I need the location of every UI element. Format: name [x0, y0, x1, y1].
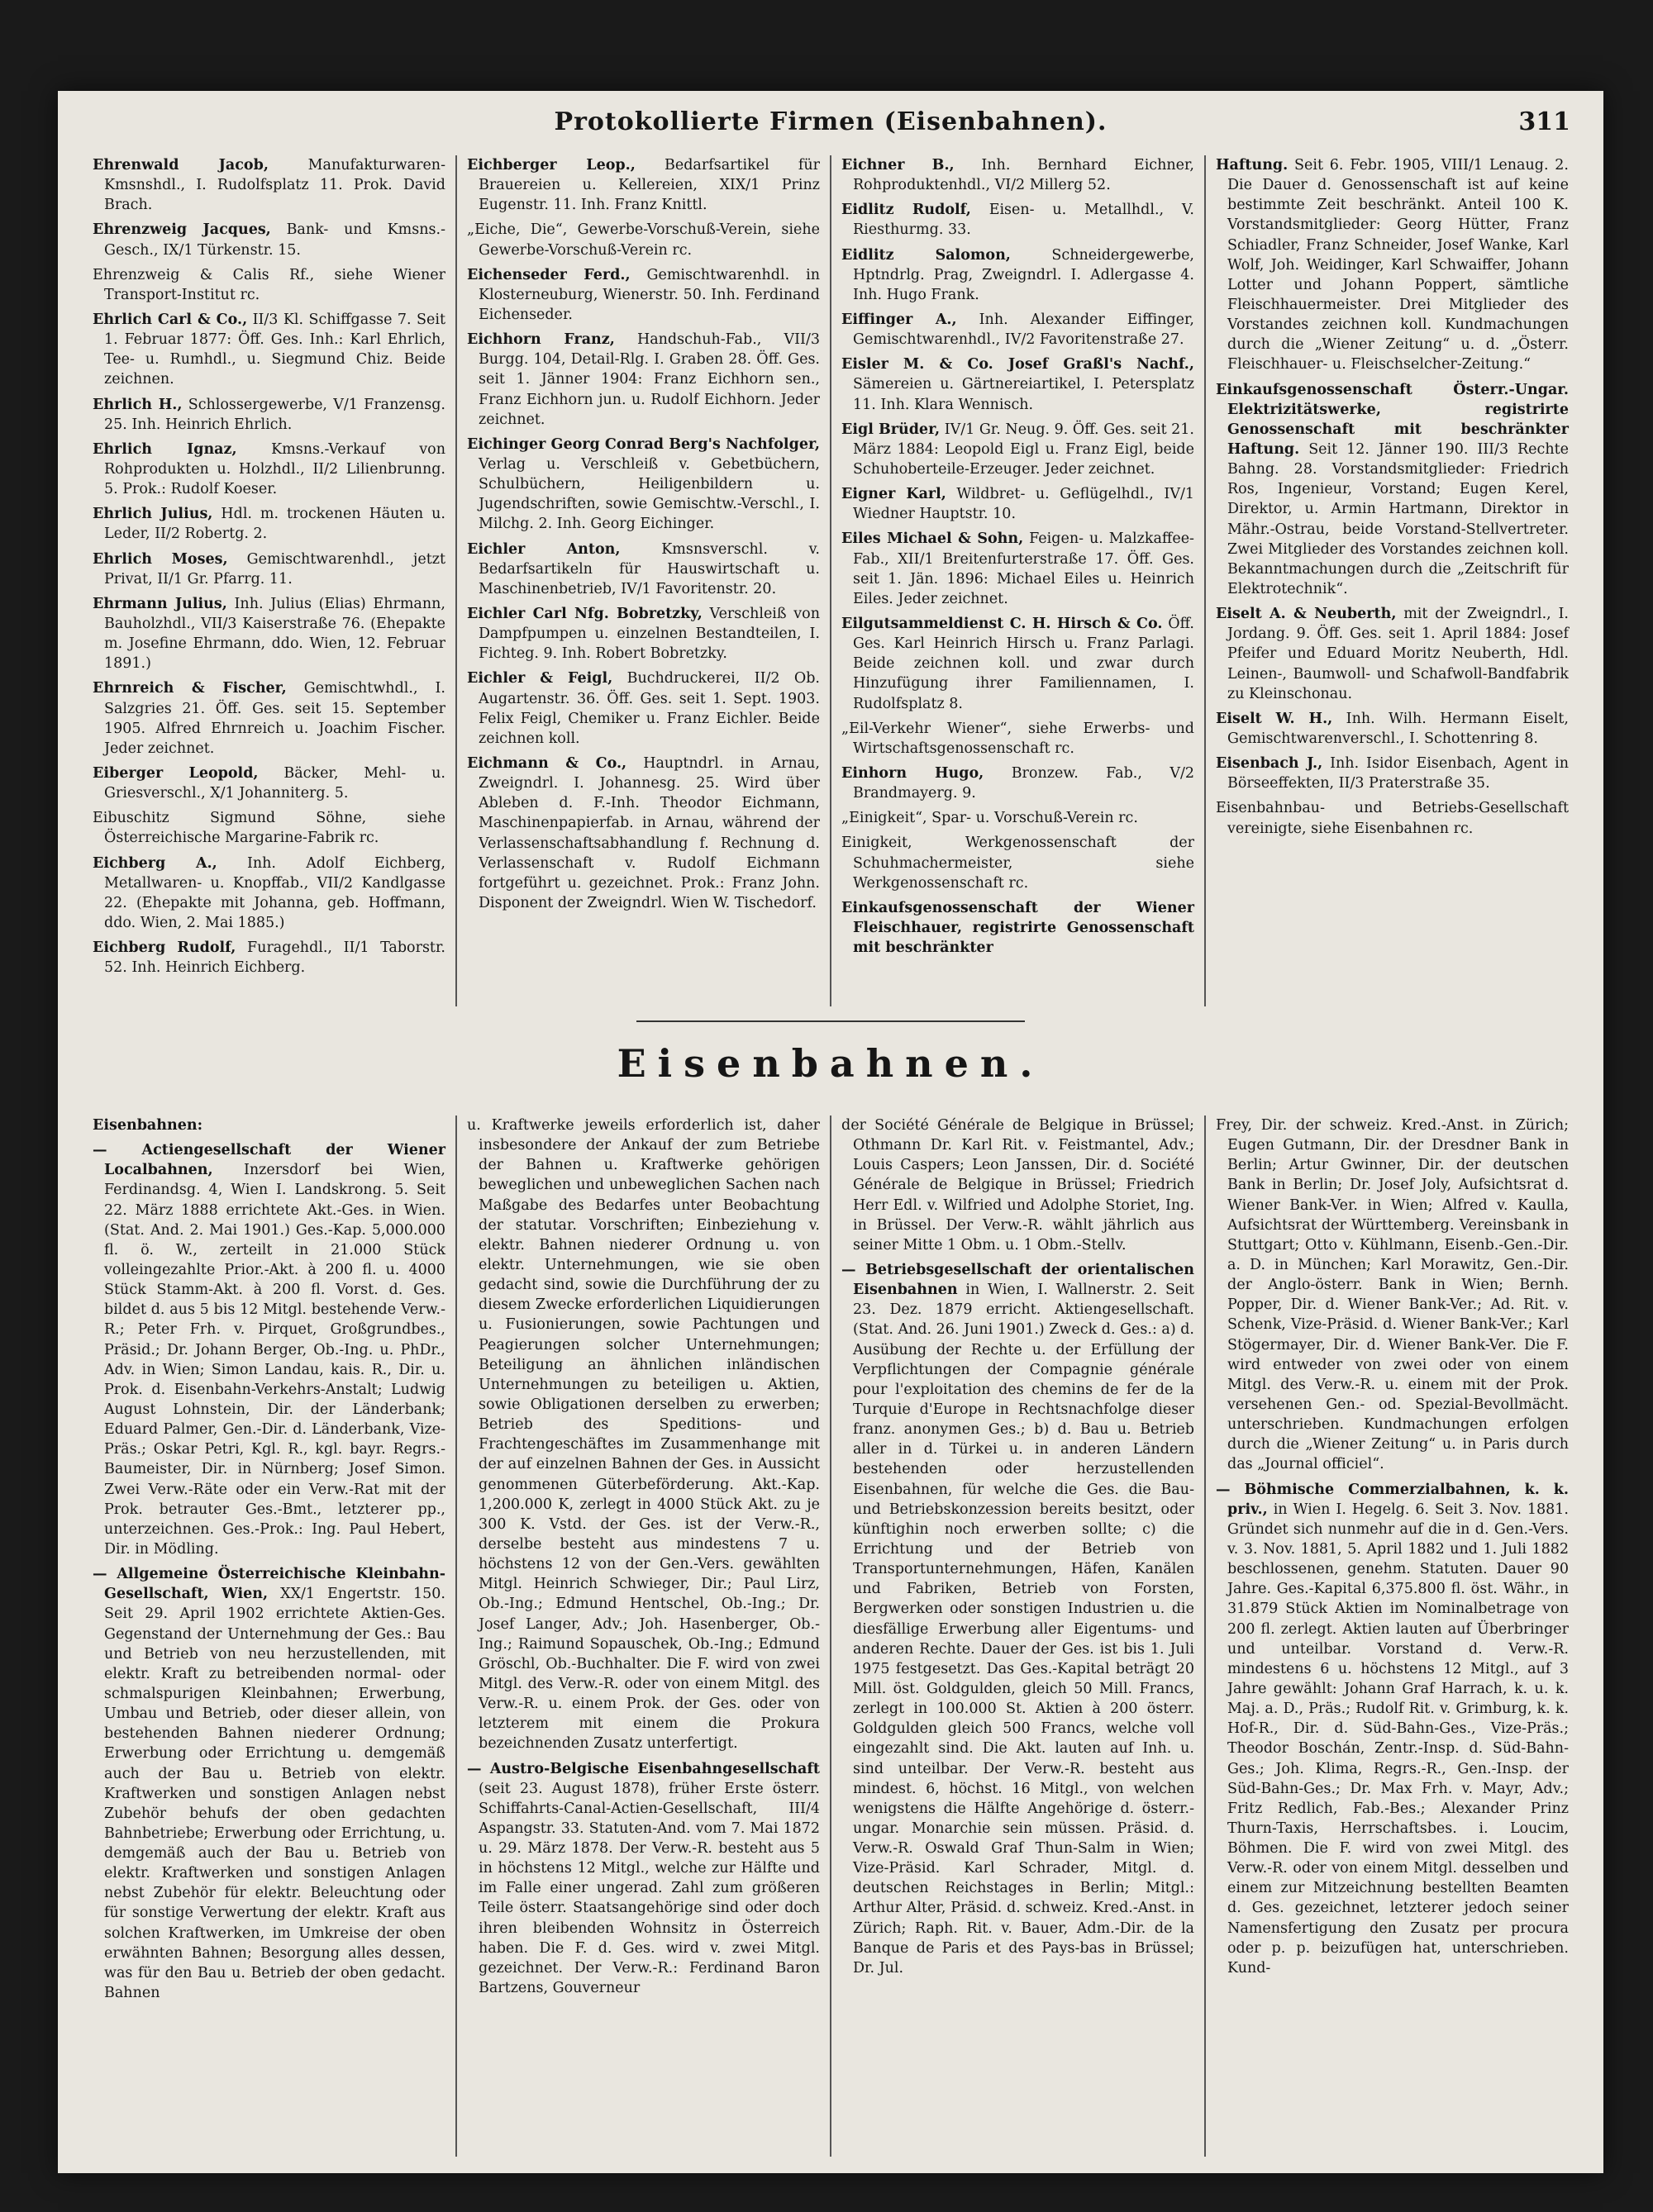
entry-name: Eichberger Leop.,: [467, 157, 636, 174]
entry-text: Inh. Bernhard Eichner, Rohproduktenhdl., VI/2 Millerg 52.: [853, 157, 1194, 194]
directory-entry: [841, 763, 1194, 803]
directory-entry: [467, 435, 820, 535]
entry-text: Buchdruckerei, II/2 Ob. Augartenstr. 36. Öff. Ges. seit 1. Sept. 1903. Felix Feigl, Chemiker u. Franz Eichler. Beide zeichnen koll.: [479, 670, 820, 747]
bottom-columns: [83, 1116, 1579, 2157]
entry-name: Eidlitz Salomon,: [841, 246, 1011, 264]
entry-text: II/3 Kl. Schiffgasse 7. Seit 1. Februar 1877: Öff. Ges. Inh.: Karl Ehrlich, Tee- u. Rumhdl., u. Siegmund Chiz. Beide zeichnen.: [104, 311, 445, 388]
entry-text: Schneidergewerbe, Hptndrlg. Prag, Zweigndrl. I. Adlergasse 4. Inh. Hugo Frank.: [853, 246, 1194, 303]
entry-text: „Einigkeit“, Spar- u. Vorschuß-Verein rc.: [841, 810, 1138, 827]
directory-entry: [1216, 155, 1569, 375]
entry-text: Kmsnsverschl. v. Bedarfsartikeln für Hauswirtschaft u. Maschinenbetrieb, IV/1 Favoritenstr. 20.: [479, 540, 820, 597]
entry-name: Einhorn Hugo,: [841, 764, 984, 782]
page-header: [91, 107, 1570, 144]
directory-entry: [93, 549, 445, 589]
directory-entry: [841, 245, 1194, 305]
entry-name: Eichberg A.,: [93, 854, 217, 872]
directory-entry: [467, 1116, 820, 1754]
entry-text: Eisen- u. Metallhdl., V. Riesthurmg. 33.: [853, 202, 1194, 239]
entry-name: Ehrenzweig Jacques,: [93, 221, 271, 239]
entry-text: XX/1 Engertstr. 150. Seit 29. April 1902 errichtete Aktien-Ges. Gegenstand der Unternehmung der Ges.: Bau und Betrieb von neu herzustellenden, mit elektr. Kraft zu betreibenden normal- oder schmalspurigen Kleinbahnen; Erwerbung, Umbau und Betrieb, oder dieser allein, von bestehenden Bahnen niederer Ordnung; Erwerbung oder Errichtung u. demgemäß auch der Bau u. Betrieb von elektr. Kraftwerken und sonstigen Anlagen nebst Zubehör behufs der oben gedachten Bahnbetriebe; Erwerbung oder Errichtung, u. demgemäß auch der Bau u. Betrieb von elektr. Kraftwerken und sonstigen Anlagen nebst Zubehör für elektr. Beleuchtung oder für sonstige Verwertung der elektr. Kraft aus solchen Kraftwerken, im Umkreise der oben erwähnten Bahnen; Besorgung alles dessen, was für den Bau u. Betrieb der oben gedacht. Bahnen: [104, 1586, 445, 2002]
entry-name: Einkaufsgenossenschaft Österr.-Ungar. Elektrizitätswerke, registrirte Genossenschaft mit beschränkter Haftung.: [1216, 381, 1569, 458]
entry-name: Eichler & Feigl,: [467, 670, 613, 687]
entry-name: Ehrlich Ignaz,: [93, 440, 237, 458]
entry-name: — Allgemeine Österreichische Kleinbahn-Gesellschaft, Wien,: [93, 1566, 445, 1603]
section-rule: [636, 1020, 1025, 1022]
entry-text: Sämereien u. Gärtnereiartikel, I. Petersplatz 11. Inh. Klara Wennisch.: [853, 376, 1194, 413]
text-column: [830, 1116, 1204, 2157]
entry-text: Einigkeit, Werkgenossenschaft der Schuhmachermeister, siehe Werkgenossenschaft rc.: [841, 835, 1194, 892]
entry-name: Ehrlich H.,: [93, 396, 183, 413]
entry-text: Seit 6. Febr. 1905, VIII/1 Lenaug. 2. Die Dauer d. Genossenschaft ist auf keine bestimmte Zeit beschränkt. Anteil 100 K. Vorstandsmitglieder: Georg Hütter, Franz Schiadler, Franz Schneider, Josef Wanke, Karl Wolf, Joh. Weidinger, Karl Schwaiffer, Johann Lotter und Johann Poppert, sämtliche Fleischhauermeister. Drei Mitglieder des Vorstandes zeichnen koll. Kundmachungen durch die „Wiener Zeitung“ u. d. „Österr. Fleischhauer- u. Fleischselcher-Zeitung.“: [1227, 157, 1569, 373]
entry-name: Eiselt A. & Neuberth,: [1216, 606, 1397, 623]
entry-text: Frey, Dir. der schweiz. Kred.-Anst. in Zürich; Eugen Gutmann, Dir. der Dresdner Bank in Berlin; Artur Gwinner, Dir. der deutschen Bank in Berlin; Dr. Josef Joly, Aufsichtsrat d. Wiener Bank-Ver. in Wien; Alfred v. Kaulla, Aufsichtsrat der Württemberg. Vereinsbank in Stuttgart; Otto v. Kühlmann, Eisenb.-Gen.-Dir. a. D. in München; Karl Morawitz, Gen.-Dir. der Anglo-österr. Bank in Wien; Bernh. Popper, Dir. d. Wiener Bank-Ver.; Ad. Rit. v. Schenk, Vize-Präsid. d. Wiener Bank-Ver.; Karl Stögermayer, Dir. d. Wiener Bank-Ver. Die F. wird entweder von zwei oder von einem Mitgl. des Verw.-R. u. einem mit der Prok. versehenen Gen.- od. Spezial-Bevollmächt. unterschrieben. Kundmachungen erfolgen durch die „Wiener Zeitung“ u. in Paris durch das „Journal officiel“.: [1216, 1117, 1569, 1473]
entry-name: Eisler M. & Co. Josef Graßl's Nachf.,: [841, 356, 1194, 373]
directory-entry: [1216, 798, 1569, 838]
entry-text: Wildbret- u. Geflügelhdl., IV/1 Wiedner Hauptstr. 10.: [853, 486, 1194, 523]
entry-name: Eichhorn Franz,: [467, 331, 615, 349]
directory-entry: [467, 265, 820, 325]
entry-name: Eichmann & Co.,: [467, 754, 627, 772]
entry-name: — Actiengesellschaft der Wiener Localbahnen,: [93, 1142, 445, 1179]
entry-text: Öff. Ges. Karl Heinrich Hirsch u. Franz Parlagi. Beide zeichnen koll. und zwar durch Hinzufügung ihrer Familiennamen, I. Rudolfsplatz 8.: [853, 615, 1194, 712]
entry-text: in Wien, I. Wallnerstr. 2. Seit 23. Dez. 1879 erricht. Aktiengesellschaft. (Stat. And. 26. Juni 1901.) Zweck d. Ges.: a) d. Ausübung der Rechte u. der Erfüllung der Verpflichtungen der Compagnie générale pour l'exploitation des chemins de fer de la Turquie d'Europe in Rechtsnachfolge dieser franz. anonymen Ges.; b) d. Bau u. Betrieb aller in d. Türkei u. in anderen Ländern bestehenden oder herzustellenden Eisenbahnen, für welche die Ges. die Bau- und Betriebskonzession bereits besitzt, oder künftighin noch erwerben sollte; c) die Errichtung und der Betrieb von Transportunternehmungen, Häfen, Kanälen und Fabriken, Betrieb von Forsten, Bergwerken oder sonstigen Industrien u. die diesfällige Erwerbung aller Eigentums- und anderen Rechte. Dauer der Ges. ist bis 1. Juli 1975 festgesetzt. Das Ges.-Kapital beträgt 20 Mill. öst. Goldgulden, gleich 50 Mill. Francs, zerlegt in 100.000 St. Aktien à 200 österr. Goldgulden gleich 500 Francs, welche voll eingezahlt sind. Die Akt. lauten auf Inh. u. sind unteilbar. Der Verw.-R. besteht aus mindest. 6, höchst. 16 Mitgl., von welchen wenigstens die Hälfte Angehörige d. österr.-ungar. Monarchie sein müssen. Präsid. d. Verw.-R. Oswald Graf Thun-Salm in Wien; Vize-Präsid. Karl Schrader, Mitgl. d. deutschen Reichstages in Berlin; Mitgl.: Arthur Alter, Präsid. d. schweiz. Kred.-Anst. in Zürich; Raph. Rit. v. Bauer, Adm.-Dir. de la Banque de Paris et des Pays-bas in Brüssel; Dr. Jul.: [853, 1282, 1194, 1977]
top-columns: [83, 155, 1579, 1006]
directory-entry: [93, 265, 445, 305]
entry-text: Verschleiß von Dampfpumpen u. einzelnen Bestandteilen, I. Fichteg. 9. Inh. Robert Bobretzky.: [479, 605, 820, 663]
directory-entry: [841, 310, 1194, 350]
entry-name: Ehrenwald Jacob,: [93, 157, 269, 174]
entry-name: Einkaufsgenossenschaft der Wiener Fleischhauer, registrirte Genossenschaft mit beschränkter: [841, 899, 1194, 957]
entry-name: Ehrlich Carl & Co.,: [93, 311, 248, 328]
entry-name: Eiffinger A.,: [841, 311, 957, 328]
entry-text: Inzersdorf bei Wien, Ferdinandsg. 4, Wien I. Landskrong. 5. Seit 22. März 1888 errichtete Akt.-Ges. in Wien. (Stat. And. 2. Mai 1901.) Ges.-Kap. 5,000.000 fl. ö. W., zerteilt in 21.000 Stück volleingezahlte Prior.-Akt. à 200 fl. u. 4000 Stück Stamm-Akt. à 200 fl. Vorst. d. Ges. bildet d. aus 5 bis 12 Mitgl. bestehende Verw.-R.; Peter Frh. v. Pirquet, Großgrundbes., Präsid.; Dr. Johann Berger, Ob.-Ing. u. PhDr., Adv. in Wien; Simon Landau, kais. R., Dir. u. Prok. d. Eisenbahn-Verkehrs-Anstalt; Ludwig August Lohnstein, Dir. der Länderbank; Eduard Palmer, Gen.-Dir. d. Länderbank, Vize-Präs.; Oskar Petri, Kgl. R., kgl. bayr. Regrs.-Baumeister, Dir. in Nürnberg; Josef Simon. Zwei Verw.-Räte oder ein Verw.-Rat mit der Prok. betrauter Ges.-Bmt., letzterer pp., unterzeichnen. Ges.-Prok.: Ing. Paul Hebert, Dir. in Mödling.: [104, 1162, 445, 1558]
directory-entry: [841, 898, 1194, 958]
entry-text: Seit 12. Jänner 190. III/3 Rechte Bahng. 28. Vorstandsmitglieder: Friedrich Ros, Ingenieur, Vorstand; Eugen Kerel, Direktor, u. Armin Hartmann, Direktor in Mähr.-Ostrau, beide Vorstand-Stellvertreter. Zwei Mitglieder des Vorstandes zeichnen koll. Bekanntmachungen durch die „Zeitschrift für Elektrotechnik“.: [1227, 440, 1569, 597]
text-column: [1204, 1116, 1579, 2157]
directory-entry: [467, 220, 820, 259]
directory-entry: [467, 754, 820, 913]
directory-entry: [93, 310, 445, 390]
entry-text: Bäcker, Mehl- u. Griesverschl., X/1 Johanniterg. 5.: [104, 764, 445, 802]
entry-name: Eichberg Rudolf,: [93, 940, 236, 957]
directory-entry: [93, 220, 445, 259]
directory-entry: [1216, 380, 1569, 600]
text-column: [455, 1116, 830, 2157]
entry-name: Haftung.: [1216, 157, 1289, 174]
entry-text: in Wien I. Hegelg. 6. Seit 3. Nov. 1881. Gründet sich nunmehr auf die in d. Gen.-Vers. v. 3. Nov. 1881, 5. April 1882 und 1. Juli 1882 beschlossenen, genehm. Statuten. Dauer 90 Jahre. Ges.-Kapital 6,375.800 fl. öst. Währ., in 31.879 Stück Aktien im Nominalbetrage von 200 fl. zerlegt. Aktien lauten auf Überbringer und unteilbar. Vorstand d. Verw.-R. mindestens 6 u. höchstens 12 Mitgl., auf 3 Jahre gewählt: Johann Graf Harrach, k. u. k. Maj. a. D., Präs.; Rudolf Rit. v. Grimburg, k. k. Hof-R., Dir. d. Süd-Bahn-Ges., Vize-Präs.; Theodor Boschán, Zentr.-Insp. d. Süd-Bahn-Ges.; Joh. Klima, Regrs.-R., Gen.-Insp. der Süd-Bahn-Ges.; Dr. Max Frh. v. Mayr, Adv.; Fritz Redlich, Fab.-Bes.; Alexander Prinz Thurn-Taxis, Herrschaftsbes. i. Loucim, Böhmen. Die F. wird von zwei Mitgl. des Verw.-R. oder von einem Mitgl. desselben und einem zur Mitzeichnung bestellten Beamten d. Ges. gezeichnet, letzterer jedoch seiner Namensfertigung den Zusatz per procura oder p. p. beizufügen hat, unterschrieben. Kund-: [1227, 1501, 1569, 1977]
entry-text: der Société Générale de Belgique in Brüssel; Othmann Dr. Karl Rit. v. Feistmantel, Adv.; Louis Caspers; Leon Janssen, Dir. d. Société Générale de Belgique in Brüssel; Friedrich Herr Edl. v. Wilfried und Adolphe Storiet, Ing. in Brüssel. Der Verw.-R. wählt jährlich aus seiner Mitte 1 Obm. u. 1 Obm.-Stellv.: [841, 1117, 1194, 1253]
directory-entry: [841, 354, 1194, 414]
directory-page: [58, 91, 1603, 2173]
section-title: Eisenbahnen.: [617, 1041, 1045, 1086]
entry-text: mit der Zweigndrl., I. Jordang. 9. Öff. Ges. seit 1. April 1884: Josef Pfeifer und Eduard Moritz Neuberth, Hdl. Leinen-, Baumwoll- und Schafwoll-Bandfabrik zu Kleinschonau.: [1227, 606, 1569, 702]
directory-entry: [1216, 709, 1569, 749]
directory-entry: [93, 395, 445, 435]
entry-name: Eigner Karl,: [841, 486, 946, 503]
entry-text: Hauptndrl. in Arnau, Zweigndrl. I. Johannesg. 25. Wird über Ableben d. F.-Inh. Theodor Eichmann, Maschinenpapierfab. in Arnau, während der Verlassenschaftsabhandlung f. Rechnung d. Verlassenschaft v. Rudolf Eichmann fortgeführt u. gezeichnet. Prok.: Franz John. Disponent der Zweigndrl. Wien W. Tischedorf.: [479, 754, 820, 911]
directory-entry: [841, 484, 1194, 524]
directory-entry: [93, 440, 445, 499]
entry-text: Schlossergewerbe, V/1 Franzensg. 25. Inh. Heinrich Ehrlich.: [104, 396, 445, 433]
entry-text: Bedarfsartikel für Brauereien u. Kellereien, XIX/1 Prinz Eugenstr. 11. Inh. Franz Knittl.: [479, 157, 820, 214]
entry-text: IV/1 Gr. Neug. 9. Öff. Ges. seit 21. März 1884: Leopold Eigl u. Franz Eigl, beide Schuhoberteile-Erzeuger. Jeder zeichnet.: [853, 421, 1194, 478]
directory-entry: [841, 1116, 1194, 1255]
directory-entry: [841, 719, 1194, 759]
directory-entry: [93, 763, 445, 803]
entry-name: Ehrlich Julius,: [93, 506, 213, 523]
entry-text: „Eiche, Die“, Gewerbe-Vorschuß-Verein, siehe Gewerbe-Vorschuß-Verein rc.: [467, 221, 820, 259]
directory-entry: [1216, 754, 1569, 793]
entry-text: Verlag u. Verschleiß v. Gebetbüchern, Schulbüchern, Heiligenbildern u. Jugendschriften, sowie Gemischtw.-Verschl., I. Milchg. 2. Inh. Georg Eichinger.: [479, 455, 820, 533]
entry-name: Ehrnreich & Fischer,: [93, 680, 287, 697]
directory-entry: [93, 678, 445, 759]
text-column: [455, 155, 830, 1006]
entry-text: Inh. Adolf Eichberg, Metallwaren- u. Knopffab., VII/2 Kandlgasse 22. (Ehepakte mit Johanna, geb. Hoffmann, ddo. Wien, 2. Mai 1885.): [104, 854, 445, 931]
running-title: Protokollierte Firmen (Eisenbahnen).: [554, 107, 1108, 136]
directory-entry: [93, 504, 445, 544]
entry-name: Eilgutsammeldienst C. H. Hirsch & Co.: [841, 615, 1163, 632]
entry-text: Inh. Isidor Eisenbach, Agent in Börseeffekten, II/3 Praterstraße 35.: [1227, 755, 1569, 792]
entry-name: Eiselt W. H.,: [1216, 710, 1333, 727]
entry-name: Eichler Anton,: [467, 540, 621, 558]
entry-text: Gemischtwhdl., I. Salzgries 21. Öff. Ges. seit 15. September 1905. Alfred Ehrnreich u. Joachim Fischer. Jeder zeichnet.: [104, 680, 445, 757]
entry-name: Eidlitz Rudolf,: [841, 202, 971, 219]
directory-entry: [93, 1140, 445, 1559]
directory-entry: [467, 668, 820, 749]
directory-entry: [1216, 604, 1569, 704]
entry-name: Eichler Carl Nfg. Bobretzky,: [467, 605, 703, 622]
directory-entry: [93, 1116, 445, 1135]
entry-text: Handschuh-Fab., VII/3 Burgg. 104, Detail-Rlg. I. Graben 28. Öff. Ges. seit 1. Jänner 1904: Franz Eichhorn sen., Franz Eichhorn jun. u. Rudolf Eichhorn. Jeder zeichnet.: [479, 331, 820, 428]
entry-text: u. Kraftwerke jeweils erforderlich ist, daher insbesondere der Ankauf der zum Betriebe der Bahnen u. Kraftwerke gehörigen beweglichen und unbeweglichen Sachen nach Maßgabe des Bedarfes unter Beobachtung der statutar. Vorschriften; Einbeziehung v. elektr. Bahnen niederer Ordnung u. von elektr. Unternehmungen, wie sie oben gedacht sind, sowie die Durchführung der zu diesem Zwecke erforderlichen Liquidierungen u. Fusionierungen, sowie Pachtungen und Peagierungen solcher Unternehmungen; Beteiligung an ähnlichen inländischen Unternehmungen zu beteiligen u. Aktien, sowie Obligationen derselben zu erwerben; Betrieb des Speditions- und Frachtengeschäftes im Zusammenhange mit der auf einzelnen Bahnen der Ges. in Aussicht genommenen Güterbeförderung. Akt.-Kap. 1,200.000 K, zerlegt in 4000 Stück Akt. zu je 300 K. Vstd. der Ges. ist der Verw.-R., derselbe besteht aus mindestens 7 u. höchstens 12 von der Gen.-Vers. gewählten Mitgl. Heinrich Schwieger, Dir.; Paul Lirz, Ob.-Ing.; Edmund Hentschel, Ob.-Ing.; Dr. Josef Langer, Adv.; Joh. Hasenberger, Ob.-Ing.; Raimund Sopauschek, Ob.-Ing.; Edmund Gröschl, Ob.-Buchhalter. Die F. wird von zwei Mitgl. des Verw.-R. oder von einem Mitgl. des Verw.-R. u. einem Prok. der Ges. oder von letzterem mit einem die Prokura bezeichnenden Zusatz unterfertigt.: [467, 1117, 820, 1753]
text-column: [83, 155, 455, 1006]
directory-entry: [467, 330, 820, 430]
entry-text: Hdl. m. trockenen Häuten u. Leder, II/2 Robertg. 2.: [104, 506, 445, 543]
entry-name: Eisenbahnen:: [93, 1117, 203, 1134]
entry-name: Eichner B.,: [841, 157, 955, 174]
entry-text: Gemischtwarenhdl., jetzt Privat, II/1 Gr. Pfarrg. 11.: [104, 550, 445, 587]
directory-entry: [467, 1759, 820, 1999]
directory-entry: [93, 938, 445, 978]
directory-entry: [93, 854, 445, 934]
entry-name: Eichenseder Ferd.,: [467, 266, 631, 283]
entry-name: — Betriebsgesellschaft der orientalischen Eisenbahnen: [841, 1261, 1194, 1299]
entry-text: Inh. Alexander Eiffinger, Gemischtwarenhdl., IV/2 Favoritenstraße 27.: [853, 311, 1194, 349]
entry-name: Eiles Michael & Sohn,: [841, 530, 1024, 548]
text-column: [1204, 155, 1579, 1006]
entry-text: Feigen- u. Malzkaffee-Fab., XII/1 Breitenfurterstraße 17. Öff. Ges. seit 1. Jän. 1896: Michael Eiles u. Heinrich Eiles. Jeder zeichnet.: [853, 530, 1194, 607]
entry-name: Eiberger Leopold,: [93, 764, 259, 782]
directory-entry: [1216, 1116, 1569, 1475]
entry-text: Kmsns.-Verkauf von Rohprodukten u. Holzhdl., II/2 Lilienbrunng. 5. Prok.: Rudolf Koeser.: [104, 440, 445, 498]
entry-name: Eichinger Georg Conrad Berg's Nachfolger,: [467, 435, 820, 453]
directory-entry: [93, 808, 445, 848]
directory-entry: [841, 529, 1194, 609]
entry-text: Eibuschitz Sigmund Söhne, siehe Österreichische Margarine-Fabrik rc.: [93, 810, 445, 847]
directory-entry: [1216, 1480, 1569, 1979]
directory-entry: [93, 1564, 445, 2003]
entry-text: Furagehdl., II/1 Taborstr. 52. Inh. Heinrich Eichberg.: [104, 940, 445, 977]
entry-name: Ehrmann Julius,: [93, 595, 227, 612]
directory-entry: [841, 614, 1194, 714]
text-column: [830, 155, 1204, 1006]
entry-text: Inh. Julius (Elias) Ehrmann, Bauholzhdl., VII/3 Kaiserstraße 76. (Ehepakte m. Josefine Ehrmann, ddo. Wien, 12. Februar 1891.): [104, 595, 445, 673]
directory-entry: [93, 594, 445, 674]
entry-name: Ehrlich Moses,: [93, 550, 228, 568]
directory-entry: [467, 540, 820, 599]
directory-entry: [841, 808, 1194, 828]
text-column: [83, 1116, 455, 2157]
directory-entry: [841, 1260, 1194, 1978]
directory-entry: [841, 155, 1194, 195]
directory-entry: [841, 833, 1194, 892]
entry-text: (seit 23. August 1878), früher Erste österr. Schiffahrts-Canal-Actien-Gesellschaft, III/4 Aspangstr. 33. Statuten-And. vom 7. Mai 1872 u. 29. März 1878. Der Verw.-R. besteht aus 5 in höchstens 12 Mitgl., welche zur Hälfte und im Falle einer ungerad. Zahl zum größeren Teile österr. Staatsangehörige sind oder doch ihren bleibenden Wohnsitz in Österreich haben. Die F. d. Ges. wird v. zwei Mitgl. gezeichnet. Der Verw.-R.: Ferdinand Baron Bartzens, Gouverneur: [479, 1780, 820, 1997]
directory-entry: [93, 155, 445, 215]
entry-name: — Böhmische Commerzialbahnen, k. k. priv.,: [1216, 1481, 1569, 1518]
directory-entry: [467, 155, 820, 215]
entry-name: Eisenbach J.,: [1216, 755, 1323, 773]
entry-text: Bank- und Kmsns.-Gesch., IX/1 Türkenstr. 15.: [104, 221, 445, 259]
entry-text: Bronzew. Fab., V/2 Brandmayerg. 9.: [853, 764, 1194, 802]
entry-name: — Austro-Belgische Eisenbahngesellschaft: [467, 1760, 820, 1777]
entry-text: Eisenbahnbau- und Betriebs-Gesellschaft vereinigte, siehe Eisenbahnen rc.: [1216, 800, 1569, 837]
directory-entry: [841, 420, 1194, 479]
entry-name: Eigl Brüder,: [841, 421, 941, 438]
entry-text: Manufakturwaren-Kmsnshdl., I. Rudolfsplatz 11. Prok. David Brach.: [104, 157, 445, 214]
page-number: 311: [1518, 107, 1570, 136]
directory-entry: [467, 604, 820, 664]
entry-text: „Eil-Verkehr Wiener“, siehe Erwerbs- und Wirtschaftsgenossenschaft rc.: [841, 720, 1194, 757]
entry-text: Gemischtwarenhdl. in Klosterneuburg, Wienerstr. 50. Inh. Ferdinand Eichenseder.: [479, 266, 820, 323]
entry-text: Ehrenzweig & Calis Rf., siehe Wiener Transport-Institut rc.: [93, 266, 445, 303]
entry-text: Inh. Wilh. Hermann Eiselt, Gemischtwarenverschl., I. Schottenring 8.: [1227, 710, 1569, 747]
directory-entry: [841, 200, 1194, 240]
